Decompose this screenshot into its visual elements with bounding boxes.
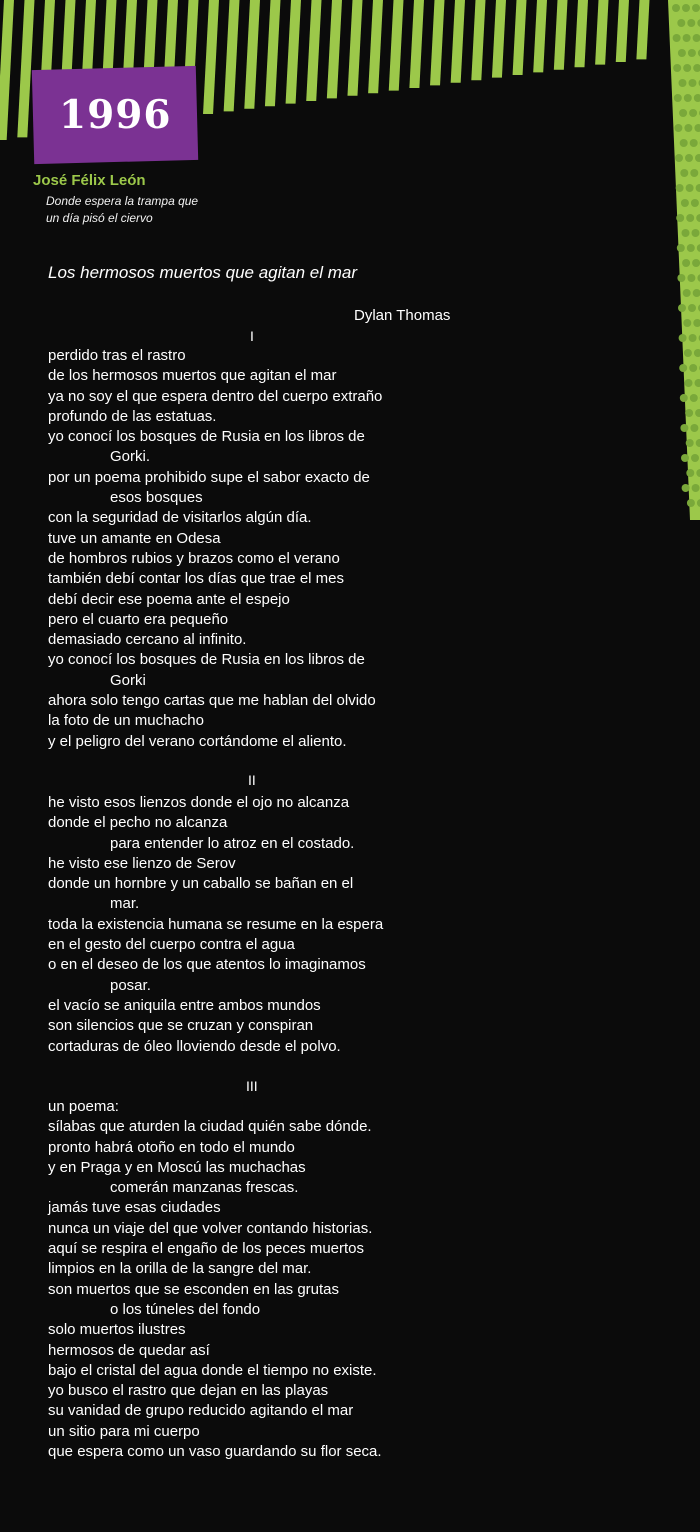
poem-line: mar. xyxy=(110,895,140,913)
poem-line: tuve un amante en Odesa xyxy=(48,529,221,547)
poem-line: aquí se respira el engaño de los peces muertos xyxy=(48,1240,365,1258)
poem-line: en el gesto del cuerpo contra el agua xyxy=(48,936,295,954)
poem-line: solo muertos ilustres xyxy=(48,1321,186,1339)
poem-line: Gorki. xyxy=(110,448,151,466)
poem-line: he visto ese lienzo de Serov xyxy=(48,854,236,872)
poem-line: posar. xyxy=(110,976,151,994)
poem-line: con la seguridad de visitarlos algún día. xyxy=(48,509,312,527)
poem-line: toda la existencia humana se resume en la espera xyxy=(48,915,384,933)
poem-line: un poema: xyxy=(48,1098,119,1115)
poem-line: para entender lo atroz en el costado. xyxy=(110,834,355,852)
section-numeral: III xyxy=(246,1078,258,1094)
poem-line: profundo de las estatuas. xyxy=(48,407,217,425)
poem-line: o los túneles del fondo xyxy=(110,1300,261,1318)
poem-line: perdido tras el rastro xyxy=(48,347,186,364)
poem-section xyxy=(48,793,383,1057)
book-title xyxy=(46,193,198,227)
poem-line: de los hermosos muertos que agitan el mar xyxy=(48,367,337,385)
poem-line: también debí contar los días que trae el mes xyxy=(48,570,345,588)
section-numeral: I xyxy=(250,328,254,344)
poem-line: limpios en la orilla de la sangre del mar. xyxy=(48,1260,312,1278)
poem-line: son muertos que se esconden en las grutas xyxy=(48,1280,340,1298)
epigraph-author: Dylan Thomas xyxy=(354,307,451,324)
poem-title: Los hermosos muertos que agitan el mar xyxy=(48,263,357,282)
poem-section xyxy=(48,1097,382,1462)
section-numeral: II xyxy=(248,772,256,788)
poem-line: y el peligro del verano cortándome el aliento. xyxy=(48,732,347,750)
poem-line: por un poema prohibido supe el sabor exacto de xyxy=(48,468,370,486)
poem-line: yo conocí los bosques de Rusia en los libros de xyxy=(48,651,365,669)
poem-line: la foto de un muchacho xyxy=(48,712,204,730)
poem-line: cortaduras de óleo lloviendo desde el polvo. xyxy=(48,1037,341,1055)
book-title-line: Donde espera la trampa que xyxy=(46,194,199,208)
poem-line: ahora solo tengo cartas que me hablan del olvido xyxy=(48,692,376,710)
poem-line: demasiado cercano al infinito. xyxy=(48,631,247,649)
poem-line: sílabas que aturden la ciudad quién sabe dónde. xyxy=(48,1118,372,1136)
poem-line: comerán manzanas frescas. xyxy=(110,1179,299,1197)
green-dots-decoration xyxy=(660,0,700,520)
author-name: José Félix León xyxy=(33,172,146,189)
poem-line: donde el pecho no alcanza xyxy=(48,814,228,832)
poem-line: yo busco el rastro que dejan en las playas xyxy=(48,1382,329,1400)
poem-line: y en Praga y en Moscú las muchachas xyxy=(48,1158,306,1176)
poem-line: pero el cuarto era pequeño xyxy=(48,610,229,628)
poem-line: jamás tuve esas ciudades xyxy=(48,1199,221,1217)
poem-line: nunca un viaje del que volver contando historias. xyxy=(48,1219,373,1237)
poem-line: pronto habrá otoño en todo el mundo xyxy=(48,1138,295,1156)
poem-line: el vacío se aniquila entre ambos mundos xyxy=(48,996,321,1014)
poem-line: Gorki xyxy=(110,671,146,689)
poem-section xyxy=(48,346,382,752)
poem-line: de hombros rubios y brazos como el verano xyxy=(48,549,340,567)
poem-line: debí decir ese poema ante el espejo xyxy=(48,590,290,608)
year-label: 1996 xyxy=(58,92,172,139)
poem-line: su vanidad de grupo reducido agitando el mar xyxy=(48,1402,354,1420)
poem-line: ya no soy el que espera dentro del cuerpo extraño xyxy=(48,387,383,405)
poem-line: son silencios que se cruzan y conspiran xyxy=(48,1017,314,1035)
book-title-line: un día pisó el ciervo xyxy=(46,211,153,225)
poem-line: yo conocí los bosques de Rusia en los libros de xyxy=(48,428,365,446)
poem-line: he visto esos lienzos donde el ojo no alcanza xyxy=(48,794,350,811)
poem-line: bajo el cristal del agua donde el tiempo no existe. xyxy=(48,1361,377,1379)
poem-line: esos bosques xyxy=(110,489,203,507)
year-badge xyxy=(32,66,198,164)
poem-line: un sitio para mi cuerpo xyxy=(48,1422,200,1440)
poem-line: hermosos de quedar así xyxy=(48,1341,210,1359)
poem-line: que espera como un vaso guardando su flor seca. xyxy=(48,1443,382,1461)
poem-line: o en el deseo de los que atentos lo imaginamos xyxy=(48,956,366,974)
poem-line: donde un hornbre y un caballo se bañan en el xyxy=(48,875,354,893)
